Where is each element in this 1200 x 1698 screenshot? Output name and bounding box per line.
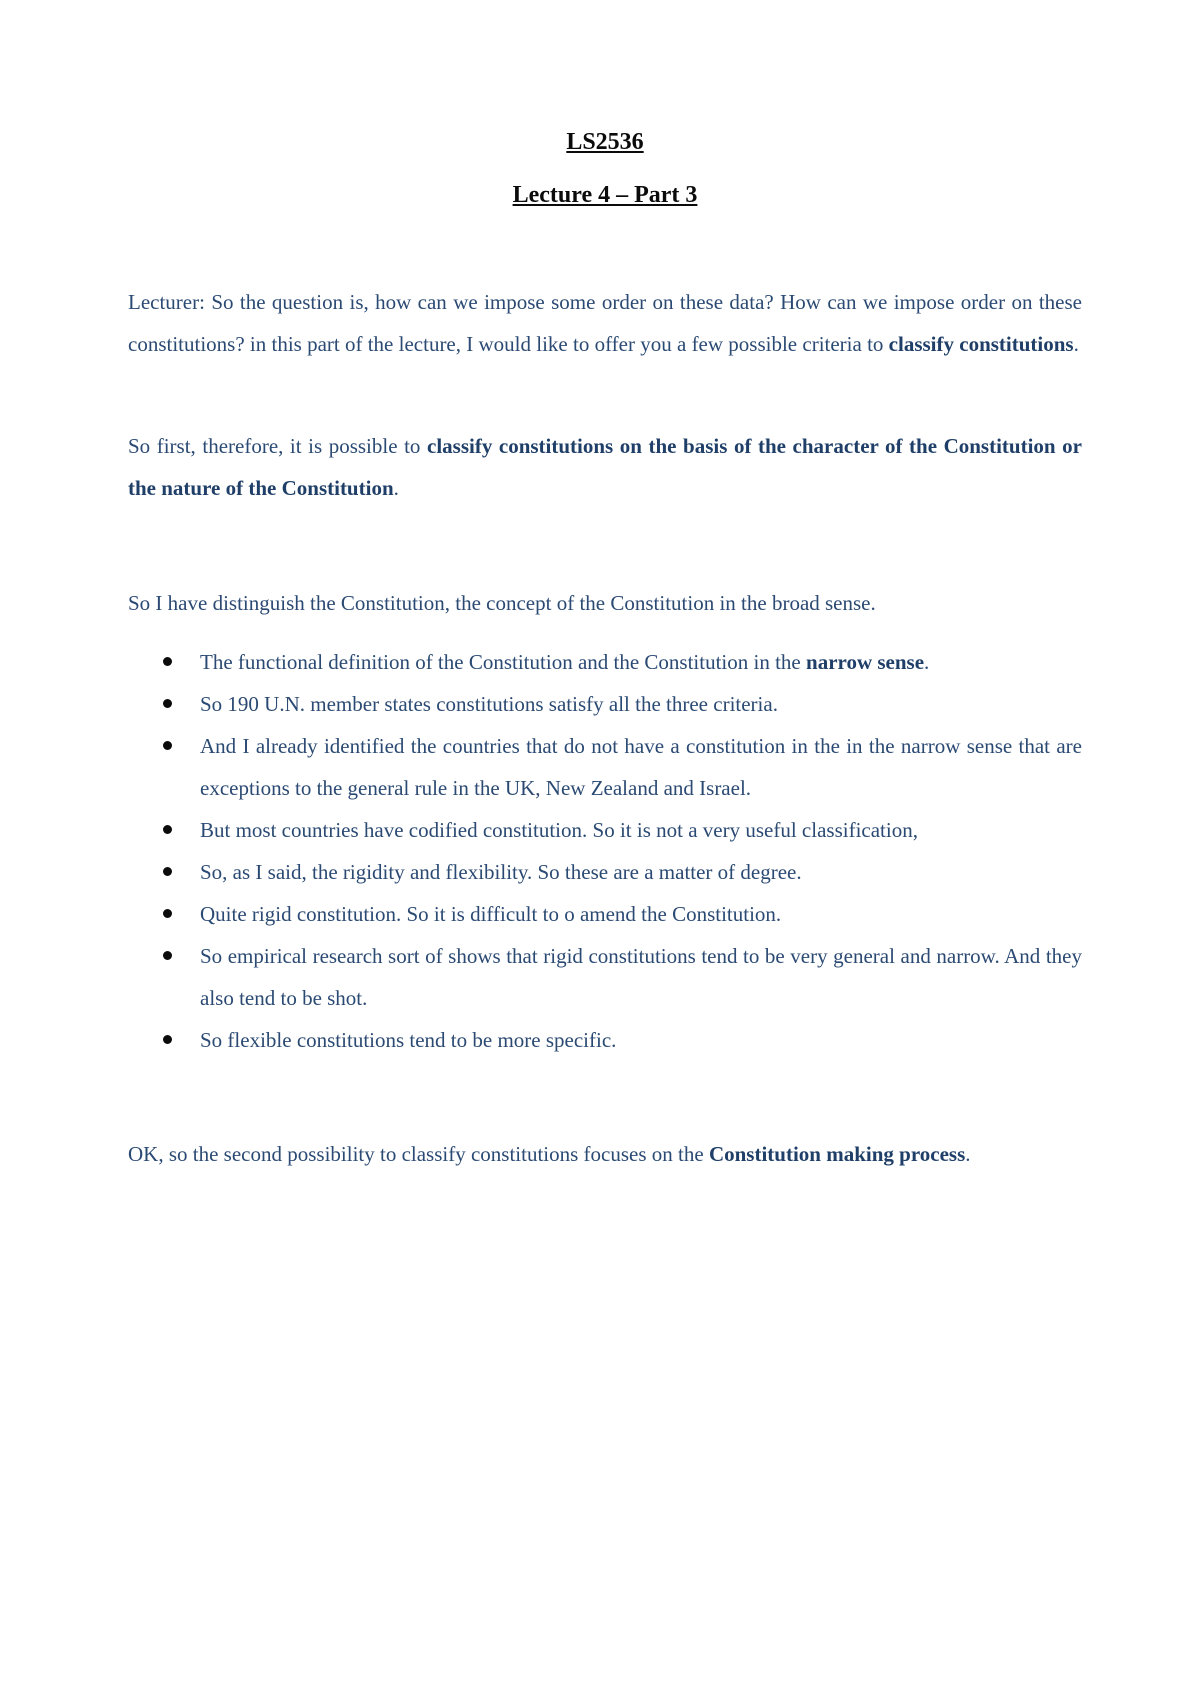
second-criterion-tail: . xyxy=(965,1142,971,1166)
first-criterion-tail: . xyxy=(393,476,399,500)
intro-text: Lecturer: So the question is, how can we impose some order on these data? How can we impose order on these constitutions? in this part of the lecture, I would like to offer you a few possible criteria to xyxy=(128,290,1082,356)
list-item xyxy=(128,725,1082,809)
bullet-dot-icon xyxy=(163,825,172,834)
distinction-paragraph: So I have distinguish the Constitution, the concept of the Constitution in the broad sense. xyxy=(128,591,876,615)
second-criterion-paragraph xyxy=(128,1133,1082,1175)
bullet-text: So 190 U.N. member states constitutions satisfy all the three criteria. xyxy=(200,692,778,716)
first-criterion-text: So first, therefore, it is possible to xyxy=(128,434,427,458)
bullet-text: And I already identified the countries that do not have a constitution in the in the narrow sense that are exceptions to the general rule in the UK, New Zealand and Israel. xyxy=(200,734,1082,800)
bullet-dot-icon xyxy=(163,867,172,876)
first-criterion-bold: classify constitutions on the basis of the character of the Constitution or the nature of the Constitution xyxy=(128,434,1082,500)
list-item xyxy=(128,683,1082,725)
bullet-list xyxy=(128,641,1082,1061)
bullet-tail: . xyxy=(924,650,930,674)
bullet-dot-icon xyxy=(163,909,172,918)
first-criterion-paragraph xyxy=(128,425,1082,509)
lecture-title: Lecture 4 – Part 3 xyxy=(512,182,698,208)
bullet-dot-icon xyxy=(163,951,172,960)
second-criterion-bold: Constitution making process xyxy=(708,1142,966,1166)
list-item xyxy=(128,851,1082,893)
bullet-dot-icon xyxy=(163,741,172,750)
list-item xyxy=(128,809,1082,851)
bullet-text: Quite rigid constitution. So it is difficult to o amend the Constitution. xyxy=(200,902,782,926)
bullet-dot-icon xyxy=(163,699,172,708)
bullet-text: The functional definition of the Constitution and the Constitution in the xyxy=(200,650,807,674)
intro-tail: . xyxy=(1073,332,1079,356)
list-item xyxy=(128,1019,1082,1061)
document-page xyxy=(128,0,1082,1698)
bullet-text: But most countries have codified constitution. So it is not a very useful classification, xyxy=(200,818,918,842)
course-code: LS2536 xyxy=(566,129,644,155)
list-item xyxy=(128,641,1082,683)
bullet-text: So flexible constitutions tend to be more specific. xyxy=(200,1028,617,1052)
list-item xyxy=(128,893,1082,935)
bullet-text: So empirical research sort of shows that rigid constitutions tend to be very general and narrow. And they also tend to be shot. xyxy=(200,944,1082,1010)
bullet-text: So, as I said, the rigidity and flexibility. So these are a matter of degree. xyxy=(200,860,802,884)
intro-paragraph xyxy=(128,281,1082,365)
second-criterion-text: OK, so the second possibility to classify constitutions focuses on the xyxy=(128,1142,709,1166)
intro-bold: classify constitutions xyxy=(888,332,1074,356)
bullet-bold: narrow sense xyxy=(806,650,925,674)
list-item xyxy=(128,935,1082,1019)
bullet-dot-icon xyxy=(163,657,172,666)
bullet-dot-icon xyxy=(163,1035,172,1044)
